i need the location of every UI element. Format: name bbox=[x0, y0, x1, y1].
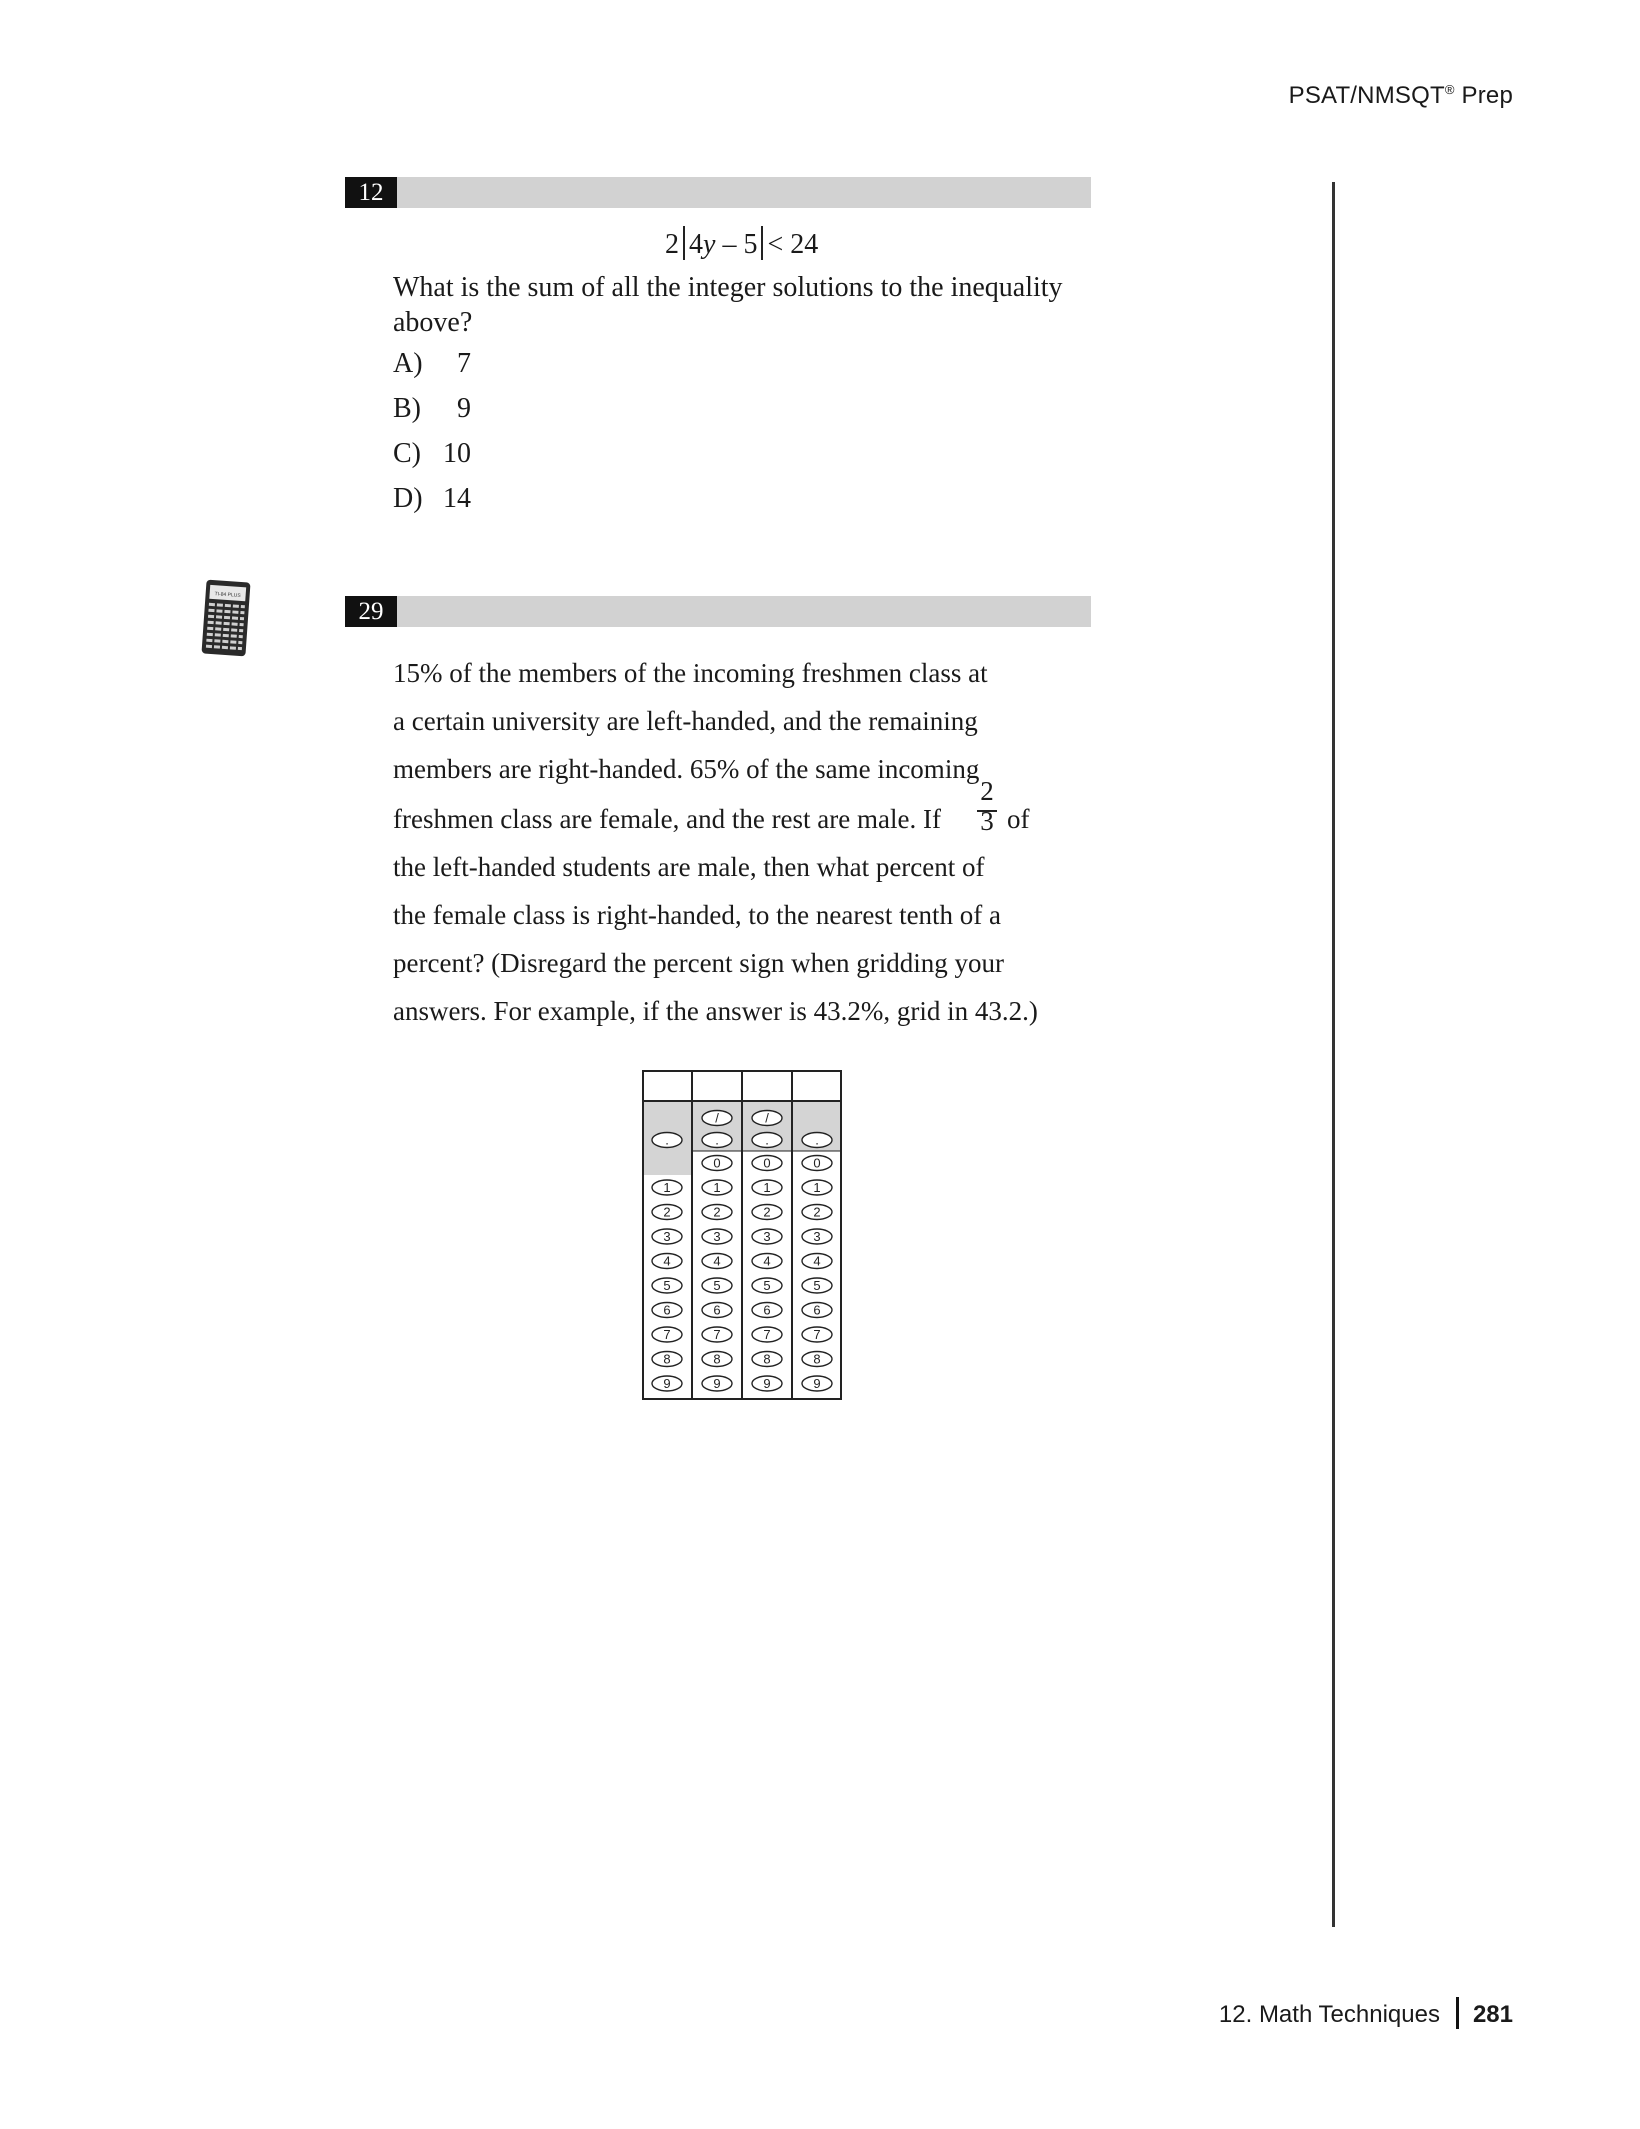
grid-digit-bubble-label: 2 bbox=[663, 1204, 671, 1220]
question-12-number: 12 bbox=[345, 177, 397, 208]
grid-digit-bubble-label: 9 bbox=[713, 1376, 721, 1391]
grid-slash-bubble-label: / bbox=[765, 1110, 769, 1126]
answer-grid-svg bbox=[642, 1070, 842, 1400]
grid-digit-bubble-label: 1 bbox=[663, 1180, 671, 1195]
grid-digit-bubble-label: 1 bbox=[813, 1180, 821, 1195]
choice-d[interactable] bbox=[393, 483, 471, 515]
footer-separator bbox=[1456, 1997, 1459, 2029]
stem-fraction-of: of bbox=[1007, 804, 1030, 834]
absolute-bar-left bbox=[683, 226, 685, 260]
question-12-header-bar bbox=[345, 177, 1091, 208]
stem-line: freshmen class are female, and the rest are male. If bbox=[393, 804, 941, 834]
fraction-denominator: 3 bbox=[980, 806, 994, 836]
grid-digit-bubble-label: 6 bbox=[813, 1302, 821, 1318]
equation-rhs: < 24 bbox=[767, 229, 819, 260]
grid-digit-bubble-label: 4 bbox=[713, 1253, 721, 1269]
equation-variable: y bbox=[703, 229, 716, 260]
margin-rule bbox=[1332, 182, 1335, 1927]
equation-inside-pre: 4 bbox=[689, 229, 703, 260]
grid-digit-bubble-label: 7 bbox=[663, 1327, 671, 1342]
answer-grid bbox=[642, 1070, 842, 1405]
grid-digit-bubble-label: 5 bbox=[663, 1278, 671, 1293]
choice-c[interactable] bbox=[393, 438, 471, 470]
grid-point-bubble-label: . bbox=[665, 1132, 669, 1148]
equation-coefficient: 2 bbox=[665, 229, 679, 260]
grid-digit-bubble-label: 1 bbox=[763, 1180, 771, 1195]
grid-digit-bubble-label: 0 bbox=[813, 1155, 821, 1171]
grid-digit-bubble-label: 1 bbox=[713, 1180, 721, 1195]
choice-value: 10 bbox=[443, 438, 471, 469]
grid-digit-bubble-label: 9 bbox=[663, 1376, 671, 1391]
choice-a[interactable] bbox=[393, 348, 471, 380]
grid-digit-bubble-label: 9 bbox=[813, 1376, 821, 1391]
choice-value: 9 bbox=[457, 393, 471, 424]
chapter-title: 12. Math Techniques bbox=[1218, 2001, 1440, 2028]
grid-point-bubble-label: . bbox=[815, 1132, 819, 1148]
grid-digit-bubble-label: 3 bbox=[713, 1229, 721, 1244]
grid-digit-bubble-label: 2 bbox=[763, 1204, 771, 1220]
grid-digit-bubble-label: 4 bbox=[813, 1253, 821, 1269]
page-number: 281 bbox=[1472, 2001, 1513, 2028]
choice-b[interactable] bbox=[393, 393, 471, 425]
choice-letter: C) bbox=[393, 438, 421, 469]
running-head-suffix: Prep bbox=[1454, 82, 1513, 109]
grid-point-bubble-label: . bbox=[715, 1132, 719, 1148]
choice-letter: B) bbox=[393, 393, 421, 424]
question-29-header-bar bbox=[345, 596, 1091, 627]
grid-digit-bubble-label: 4 bbox=[663, 1253, 671, 1269]
stem-line: percent? (Disregard the percent sign when gridding your bbox=[393, 948, 1005, 978]
grid-digit-bubble-label: 2 bbox=[813, 1204, 821, 1220]
stem-line: the left-handed students are male, then what percent of bbox=[393, 852, 985, 882]
grid-digit-bubble-label: 9 bbox=[763, 1376, 771, 1391]
grid-blank-cell bbox=[643, 1151, 692, 1175]
absolute-bar-right bbox=[761, 226, 763, 260]
grid-digit-bubble-label: 0 bbox=[713, 1155, 721, 1171]
grid-digit-bubble-label: 0 bbox=[763, 1155, 771, 1171]
stem-line: a certain university are left-handed, and the remaining bbox=[393, 706, 978, 736]
calculator-screen-text: TI-84 PLUS bbox=[214, 591, 241, 599]
running-head bbox=[1289, 82, 1513, 110]
running-head-title: PSAT/NMSQT bbox=[1288, 82, 1445, 109]
stem-line: members are right-handed. 65% of the same incoming bbox=[393, 754, 980, 784]
choice-letter: D) bbox=[393, 483, 423, 514]
equation-inside-post: – 5 bbox=[715, 229, 758, 260]
grid-digit-bubble-label: 7 bbox=[763, 1327, 771, 1342]
grid-digit-bubble-label: 6 bbox=[663, 1302, 671, 1318]
stem-line: 15% of the members of the incoming freshmen class at bbox=[393, 658, 988, 688]
question-12-stem: What is the sum of all the integer solutions to the inequality above? bbox=[393, 272, 1063, 338]
grid-slash-bubble-label: / bbox=[715, 1110, 719, 1126]
grid-digit-bubble-label: 4 bbox=[763, 1253, 771, 1269]
grid-digit-bubble-label: 5 bbox=[763, 1278, 771, 1293]
fraction-numerator: 2 bbox=[980, 776, 994, 806]
grid-point-bubble-label: . bbox=[765, 1132, 769, 1148]
grid-digit-bubble-label: 2 bbox=[713, 1204, 721, 1220]
grid-digit-bubble-label: 6 bbox=[713, 1302, 721, 1318]
question-12-equation bbox=[665, 226, 818, 261]
question-29-number: 29 bbox=[345, 596, 397, 627]
grid-digit-bubble-label: 7 bbox=[813, 1327, 821, 1342]
choice-value: 14 bbox=[443, 483, 471, 514]
choice-value: 7 bbox=[457, 348, 471, 379]
page-footer bbox=[1219, 1997, 1513, 2029]
grid-digit-bubble-label: 5 bbox=[813, 1278, 821, 1293]
registered-mark: ® bbox=[1444, 82, 1455, 97]
calculator-icon bbox=[200, 578, 252, 663]
grid-digit-bubble-label: 3 bbox=[763, 1229, 771, 1244]
grid-digit-bubble-label: 3 bbox=[813, 1229, 821, 1244]
grid-digit-bubble-label: 6 bbox=[763, 1302, 771, 1318]
grid-digit-bubble-label: 8 bbox=[713, 1351, 721, 1367]
grid-digit-bubble-label: 8 bbox=[813, 1351, 821, 1367]
choice-letter: A) bbox=[393, 348, 423, 379]
grid-digit-bubble-label: 7 bbox=[713, 1327, 721, 1342]
grid-digit-bubble-label: 5 bbox=[713, 1278, 721, 1293]
grid-digit-bubble-label: 8 bbox=[763, 1351, 771, 1367]
grid-digit-bubble-label: 3 bbox=[663, 1229, 671, 1244]
grid-digit-bubble-label: 8 bbox=[663, 1351, 671, 1367]
stem-line: answers. For example, if the answer is 43.2%, grid in 43.2.) bbox=[393, 996, 1038, 1026]
stem-line: the female class is right-handed, to the nearest tenth of a bbox=[393, 900, 1002, 930]
